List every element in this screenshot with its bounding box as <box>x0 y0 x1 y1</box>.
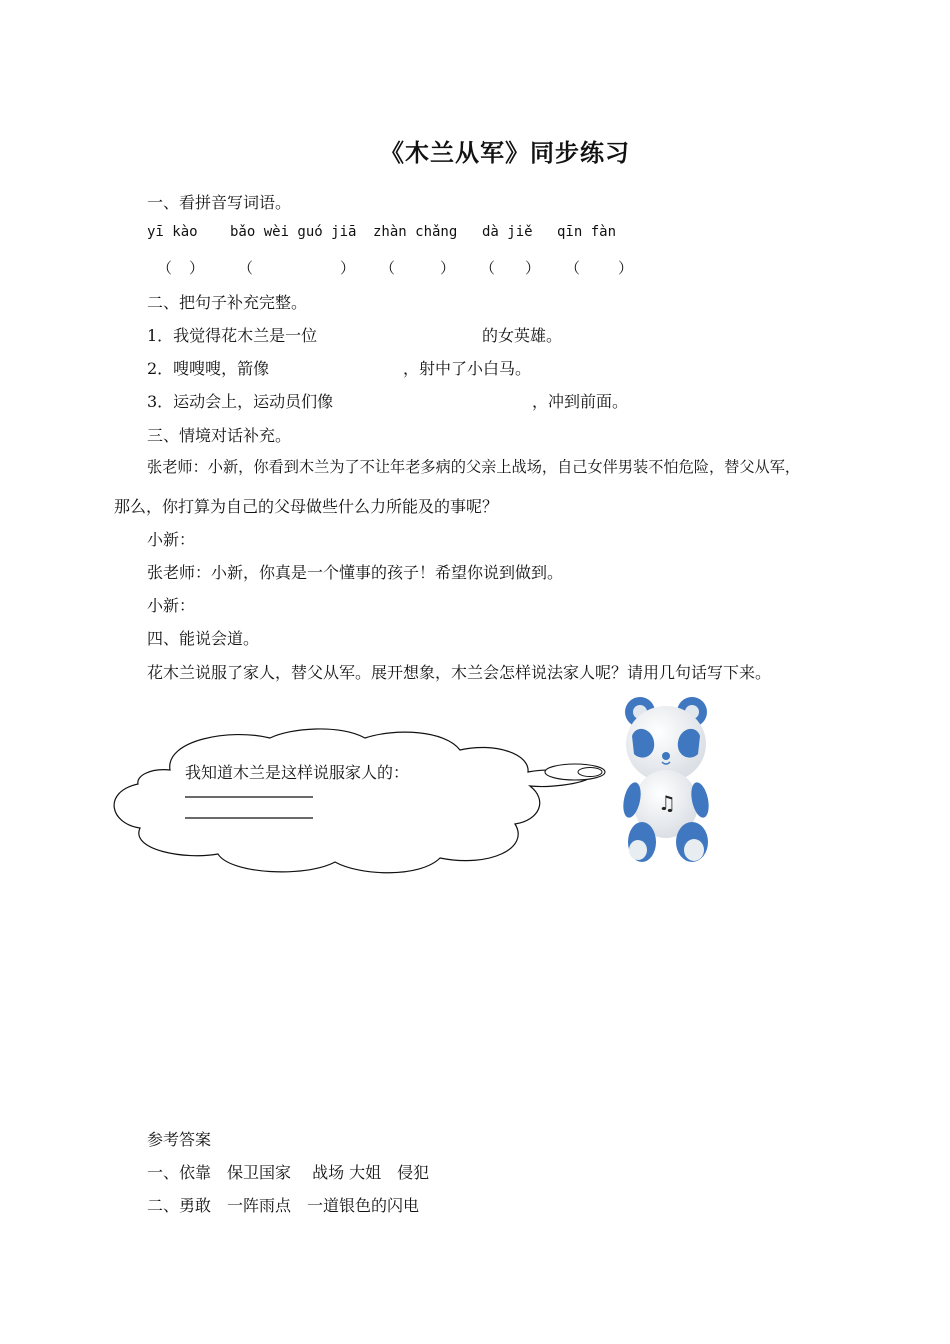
answer-parentheses <box>0 257 950 277</box>
sentence-3-suffix: ，冲到前面。 <box>532 392 629 411</box>
dialogue-xiaoxin-1: 小新： <box>147 530 196 549</box>
pinyin-4: dà jiě <box>482 224 533 240</box>
paren-open-5: （ <box>565 259 581 277</box>
bubble-text: 我知道木兰是这样说服家人的： <box>185 763 410 782</box>
paren-open-3: （ <box>380 259 396 277</box>
answers-line-2: 二、勇敢 一阵雨点 一道银色的闪电 <box>147 1196 420 1215</box>
sentence-1-suffix: 的女英雄。 <box>482 326 563 345</box>
paren-close-3: ） <box>440 259 456 277</box>
pinyin-2: bǎo wèi guó jiā <box>230 224 357 240</box>
section3-heading: 三、情境对话补充。 <box>147 426 292 445</box>
paren-close-2: ） <box>340 259 356 277</box>
answers-line-1: 一、依靠 保卫国家 战场 大姐 侵犯 <box>147 1163 430 1182</box>
sentence-3-prefix: 3．运动会上，运动员们像 <box>147 392 334 411</box>
paren-open-4: （ <box>480 259 496 277</box>
paren-open-1: （ <box>157 259 173 277</box>
sentence-1-prefix: 1．我觉得花木兰是一位 <box>147 326 318 345</box>
paren-open-2: （ <box>238 259 254 277</box>
svg-text:♫: ♫ <box>658 791 676 815</box>
sentence-2-prefix: 2．嗖嗖嗖，箭像 <box>147 359 270 378</box>
paren-close-5: ） <box>618 259 634 277</box>
thought-cloud <box>110 728 610 878</box>
page-title: 《木兰从军》同步练习 <box>380 138 630 167</box>
bear-figure-image <box>612 692 720 867</box>
dialogue-xiaoxin-2: 小新： <box>147 596 196 615</box>
pinyin-1: yī kào <box>147 224 198 240</box>
section4-prompt: 花木兰说服了家人，替父从军。展开想象，木兰会怎样说法家人呢？请用几句话写下来。 <box>147 663 772 682</box>
section4-heading: 四、能说会道。 <box>147 629 260 648</box>
pinyin-3: zhàn chǎng <box>373 224 458 240</box>
section1-heading: 一、看拼音写词语。 <box>147 193 292 212</box>
paren-close-4: ） <box>525 259 541 277</box>
section2-heading: 二、把句子补充完整。 <box>147 293 308 312</box>
dialogue-teacher-1-line2: 那么，你打算为自己的父母做些什么力所能及的事呢？ <box>114 497 499 516</box>
paren-close-1: ） <box>189 259 205 277</box>
sentence-2-suffix: ，射中了小白马。 <box>403 359 532 378</box>
answers-heading: 参考答案 <box>147 1130 212 1149</box>
dialogue-teacher-1-line1: 张老师：小新，你看到木兰为了不让年老多病的父亲上战场，自己女伴男装不怕危险，替父从军， <box>147 458 801 476</box>
dialogue-teacher-2: 张老师：小新，你真是一个懂事的孩子！希望你说到做到。 <box>147 563 564 582</box>
pinyin-5: qīn fàn <box>557 224 617 240</box>
